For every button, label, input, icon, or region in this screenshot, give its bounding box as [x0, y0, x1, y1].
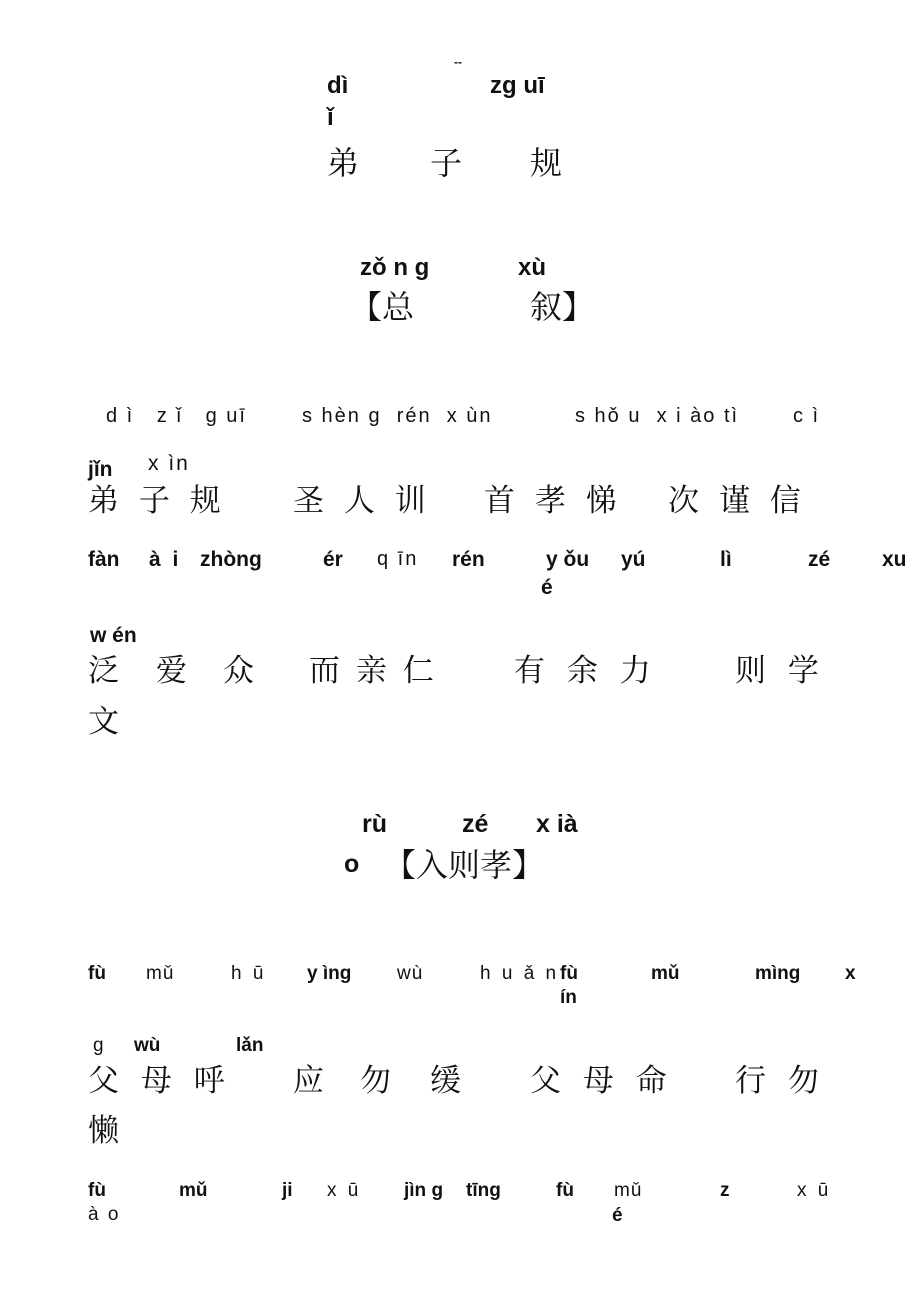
verse4-pinyin-jing: jìn g [404, 1180, 444, 1201]
verse3-phrase-1: 父 母 呼 [88, 1063, 231, 1099]
title-dash: -- [454, 55, 462, 69]
verse1-phrase-1: 弟 子 规 [88, 483, 226, 519]
verse2-pinyin-wen: w én [90, 624, 137, 647]
verse3-pinyin-lan: lǎn [236, 1035, 264, 1056]
verse2-pinyin-ai: à i [149, 548, 182, 571]
section1-heading-right: 叙】 [530, 288, 595, 326]
verse2-pinyin-you: y ǒu [546, 548, 590, 571]
verse3-pinyin-wu: wù [397, 963, 424, 984]
verse2-pinyin-yu: yú [621, 548, 646, 571]
verse2-pinyin-qin: q īn [377, 548, 419, 570]
verse4-pinyin-fu: fù [88, 1180, 106, 1201]
verse2-pinyin-zhong: zhòng [200, 548, 262, 571]
verse3-pinyin-fu-2-tone: ín [560, 987, 577, 1008]
verse3-hanzi-lan: 懒 [88, 1113, 119, 1149]
verse1-phrase-4: 次 谨 信 [668, 483, 806, 519]
verse1-pinyin-xin: x ìn [148, 452, 190, 475]
section2-pinyin-xiao: x ià [536, 810, 578, 838]
verse4-pinyin-mu-2-tone: é [612, 1205, 623, 1226]
section1-heading-left: 【总 [350, 288, 415, 326]
verse2-pinyin-er: ér [323, 548, 343, 571]
verse3-pinyin-mu: mǔ [146, 963, 175, 984]
verse1-phrase-2: 圣 人 训 [293, 483, 431, 519]
section1-pinyin-xu: xù [518, 254, 547, 281]
verse3-phrase-4: 行 勿 [735, 1063, 825, 1099]
section1-pinyin-zong: zǒ n g [360, 254, 430, 281]
verse2-phrase-2: 而 亲 仁 [309, 653, 437, 689]
verse3-pinyin-mu-2: mǔ [651, 963, 680, 984]
verse2-pinyin-you-tone: é [541, 576, 553, 599]
verse4-pinyin-fu-tone: à o [88, 1204, 121, 1225]
verse4-pinyin-jiao: ji [282, 1180, 293, 1201]
verse2-pinyin-xue: xu [882, 548, 907, 571]
title-hanzi-zi: 子 [430, 144, 463, 182]
verse4-pinyin-ze: z [720, 1180, 730, 1201]
title-hanzi-gui: 规 [530, 144, 563, 182]
verse3-pinyin-fu-2: fù [560, 963, 578, 984]
verse4-pinyin-ting: tīng [466, 1180, 501, 1201]
verse2-phrase-4: 则 学 [735, 653, 825, 689]
verse2-pinyin-li: lì [720, 548, 732, 571]
verse3-pinyin-huan: h u ǎ n [480, 963, 560, 984]
verse2-phrase-3: 有 余 力 [514, 653, 657, 689]
section2-pinyin-ze: zé [462, 810, 489, 838]
verse1-pinyin-jin: jǐn [88, 458, 113, 481]
section2-heading: 【入则孝】 [384, 846, 545, 884]
verse3-pinyin-xing: x [845, 963, 856, 984]
verse3-hanzi-huan: 缓 [430, 1063, 461, 1099]
verse3-pinyin-ming: mìng [755, 963, 801, 984]
verse1-pinyin-group3: s hǒ u x i ào tì [575, 405, 740, 427]
verse4-pinyin-xu: x ū [327, 1180, 362, 1201]
verse2-pinyin-fan: fàn [88, 548, 120, 571]
verse1-pinyin-group1: d ì z ǐ g uī [106, 405, 247, 427]
verse2-pinyin-ren: rén [452, 548, 485, 571]
verse4-pinyin-mu: mǔ [179, 1180, 208, 1201]
title-hanzi-di: 弟 [327, 144, 360, 182]
verse2-hanzi-zhong: 众 [223, 653, 254, 689]
verse3-phrase-3: 父 母 命 [530, 1063, 673, 1099]
verse2-hanzi-ai: 爱 [156, 653, 187, 689]
verse3-hanzi-wu: 勿 [360, 1063, 391, 1099]
section2-pinyin-ru: rù [362, 810, 387, 838]
verse3-pinyin-fu: fù [88, 963, 106, 984]
verse4-pinyin-xu-2: x ū [797, 1180, 832, 1201]
verse3-hanzi-ying: 应 [293, 1063, 324, 1099]
verse2-hanzi-fan: 泛 [88, 653, 119, 689]
verse2-hanzi-wen: 文 [88, 704, 119, 740]
title-pinyin-tone: ǐ [327, 104, 334, 131]
verse1-phrase-3: 首 孝 悌 [484, 483, 622, 519]
title-pinyin-zi-gui: zg uī [490, 72, 545, 99]
verse2-pinyin-ze: zé [808, 548, 831, 571]
verse1-pinyin-ci: c ì [793, 405, 821, 427]
section2-pinyin-o: o [344, 850, 360, 878]
verse4-pinyin-mu-2: mǔ [614, 1180, 643, 1201]
verse3-pinyin-ying: y ìng [307, 963, 352, 984]
verse1-pinyin-group2: s hèn g rén x ùn [302, 405, 493, 427]
verse3-pinyin-g: g [93, 1035, 105, 1056]
verse3-pinyin-wu-2: wù [134, 1035, 161, 1056]
verse4-pinyin-fu-2: fù [556, 1180, 574, 1201]
title-pinyin-di: dì [327, 72, 349, 99]
verse3-pinyin-hu: h ū [231, 963, 267, 984]
